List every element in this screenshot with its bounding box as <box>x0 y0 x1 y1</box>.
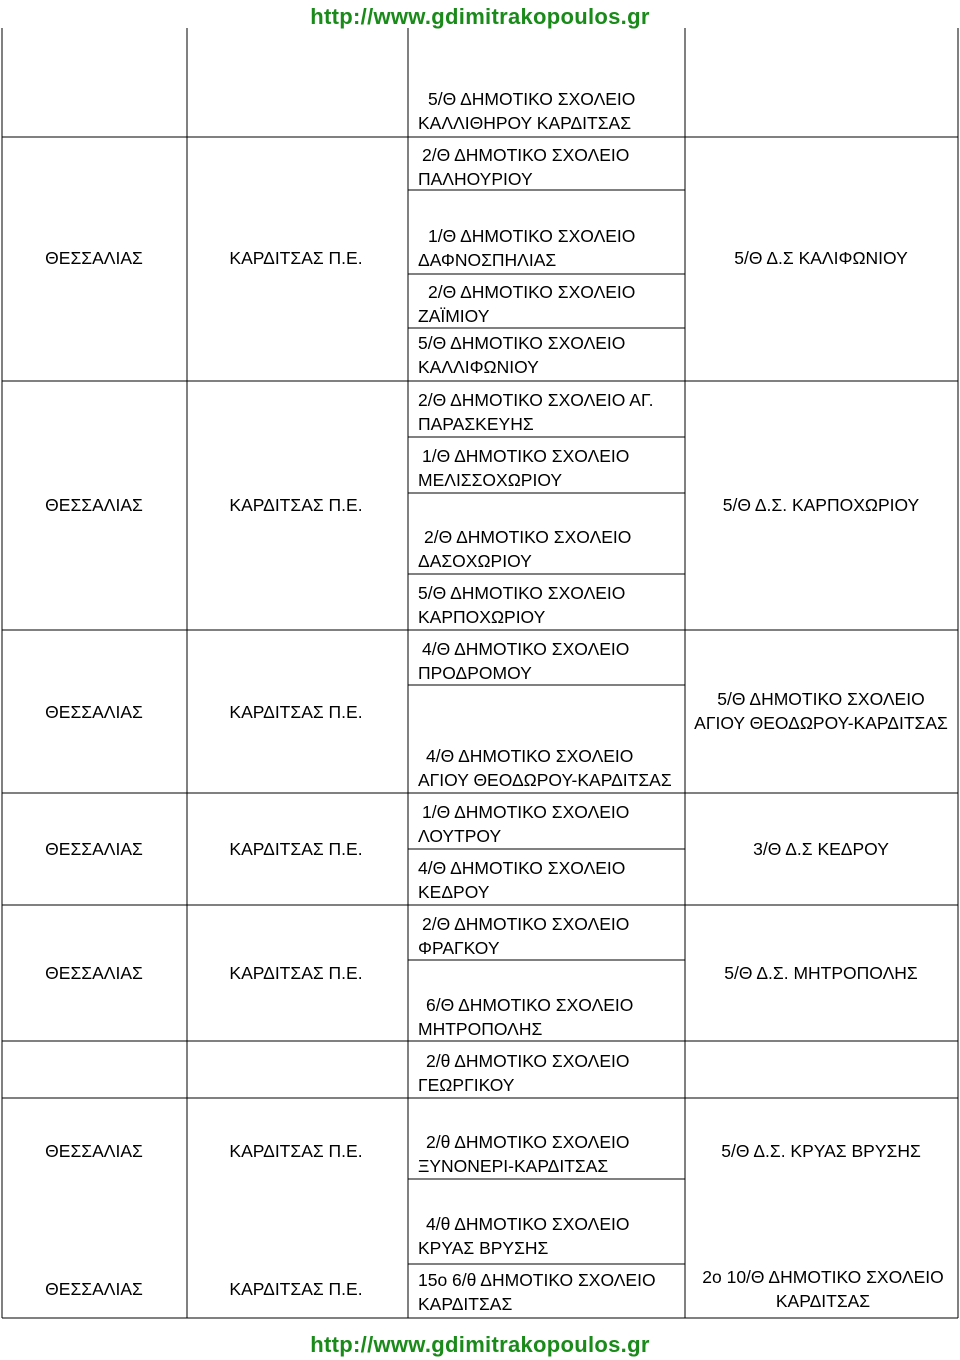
school-location: ΛΟΥΤΡΟΥ <box>418 826 502 846</box>
region-cell: ΘΕΣΣΑΛΙΑΣ <box>45 248 143 268</box>
school-location: ΚΡΥΑΣ ΒΡΥΣΗΣ <box>418 1238 549 1258</box>
school-name: 2/θ ΔΗΜΟΤΙΚΟ ΣΧΟΛΕΙΟ <box>426 1051 630 1071</box>
directorate-cell: ΚΑΡΔΙΤΣΑΣ Π.Ε. <box>229 248 363 268</box>
target-school-name: 2ο 10/Θ ΔΗΜΟΤΙΚΟ ΣΧΟΛΕΙΟ <box>702 1267 944 1287</box>
school-name: 6/Θ ΔΗΜΟΤΙΚΟ ΣΧΟΛΕΙΟ <box>426 995 634 1015</box>
school-name: 4/Θ ΔΗΜΟΤΙΚΟ ΣΧΟΛΕΙΟ <box>426 746 634 766</box>
school-location: ΖΑΪΜΙΟΥ <box>418 306 490 326</box>
directorate-cell: ΚΑΡΔΙΤΣΑΣ Π.Ε. <box>229 1279 363 1299</box>
target-school-location: ΚΑΡΔΙΤΣΑΣ <box>775 1291 871 1311</box>
directorate-cell: ΚΑΡΔΙΤΣΑΣ Π.Ε. <box>229 963 363 983</box>
school-location: ΚΑΛΛΙΦΩΝΙΟΥ <box>418 357 539 377</box>
school-name: 1/Θ ΔΗΜΟΤΙΚΟ ΣΧΟΛΕΙΟ <box>422 446 630 466</box>
region-cell: ΘΕΣΣΑΛΙΑΣ <box>45 963 143 983</box>
school-name: 1/Θ ΔΗΜΟΤΙΚΟ ΣΧΟΛΕΙΟ <box>422 802 630 822</box>
school-name: 15ο 6/θ ΔΗΜΟΤΙΚΟ ΣΧΟΛΕΙΟ <box>418 1270 656 1290</box>
school-name: 2/Θ ΔΗΜΟΤΙΚΟ ΣΧΟΛΕΙΟ ΑΓ. <box>418 390 654 410</box>
target-school-cell: 5/Θ Δ.Σ. ΜΗΤΡΟΠΟΛΗΣ <box>724 963 918 983</box>
region-cell: ΘΕΣΣΑΛΙΑΣ <box>45 702 143 722</box>
school-name: 4/Θ ΔΗΜΟΤΙΚΟ ΣΧΟΛΕΙΟ <box>418 858 626 878</box>
school-name: 5/Θ ΔΗΜΟΤΙΚΟ ΣΧΟΛΕΙΟ <box>428 89 636 109</box>
school-name: 4/Θ ΔΗΜΟΤΙΚΟ ΣΧΟΛΕΙΟ <box>422 639 630 659</box>
school-location: ΚΑΛΛΙΘΗΡΟΥ ΚΑΡΔΙΤΣΑΣ <box>418 113 632 133</box>
target-school-cell: 5/Θ Δ.Σ. ΚΡΥΑΣ ΒΡΥΣΗΣ <box>721 1141 921 1161</box>
school-location: ΜΗΤΡΟΠΟΛΗΣ <box>418 1019 543 1039</box>
school-location: ΠΡΟΔΡΟΜΟΥ <box>418 663 532 683</box>
school-location: ΞΥΝΟΝΕΡΙ-ΚΑΡΔΙΤΣΑΣ <box>418 1156 609 1176</box>
region-cell: ΘΕΣΣΑΛΙΑΣ <box>45 1141 143 1161</box>
school-location: ΔΑΦΝΟΣΠΗΛΙΑΣ <box>418 250 557 270</box>
school-name: 4/θ ΔΗΜΟΤΙΚΟ ΣΧΟΛΕΙΟ <box>426 1214 630 1234</box>
school-name: 2/Θ ΔΗΜΟΤΙΚΟ ΣΧΟΛΕΙΟ <box>424 527 632 547</box>
school-name: 5/Θ ΔΗΜΟΤΙΚΟ ΣΧΟΛΕΙΟ <box>418 333 626 353</box>
target-school-name: 5/Θ ΔΗΜΟΤΙΚΟ ΣΧΟΛΕΙΟ <box>717 689 925 709</box>
school-location: ΑΓΙΟΥ ΘΕΟΔΩΡΟΥ-ΚΑΡΔΙΤΣΑΣ <box>418 770 672 790</box>
school-location: ΚΑΡΠΟΧΩΡΙΟΥ <box>418 607 546 627</box>
school-location: ΠΑΡΑΣΚΕΥΗΣ <box>418 414 534 434</box>
school-location: ΦΡΑΓΚΟΥ <box>418 938 500 958</box>
directorate-cell: ΚΑΡΔΙΤΣΑΣ Π.Ε. <box>229 702 363 722</box>
target-school-cell: 5/Θ Δ.Σ ΚΑΛΙΦΩΝΙΟΥ <box>734 248 908 268</box>
school-location: ΚΑΡΔΙΤΣΑΣ <box>418 1294 513 1314</box>
school-name: 2/θ ΔΗΜΟΤΙΚΟ ΣΧΟΛΕΙΟ <box>426 1132 630 1152</box>
school-location: ΚΕΔΡΟΥ <box>418 882 490 902</box>
region-cell: ΘΕΣΣΑΛΙΑΣ <box>45 495 143 515</box>
footer-url[interactable]: http://www.gdimitrakopoulos.gr <box>310 1332 650 1357</box>
target-school-cell: 5/Θ Δ.Σ. ΚΑΡΠΟΧΩΡΙΟΥ <box>722 495 920 515</box>
region-cell: ΘΕΣΣΑΛΙΑΣ <box>45 839 143 859</box>
target-school-cell: 3/Θ Δ.Σ ΚΕΔΡΟΥ <box>753 839 889 859</box>
school-location: ΜΕΛΙΣΣΟΧΩΡΙΟΥ <box>418 470 563 490</box>
directorate-cell: ΚΑΡΔΙΤΣΑΣ Π.Ε. <box>229 1141 363 1161</box>
target-school-location: ΑΓΙΟΥ ΘΕΟΔΩΡΟΥ-ΚΑΡΔΙΤΣΑΣ <box>694 713 948 733</box>
school-name: 2/Θ ΔΗΜΟΤΙΚΟ ΣΧΟΛΕΙΟ <box>428 282 636 302</box>
school-name: 5/Θ ΔΗΜΟΤΙΚΟ ΣΧΟΛΕΙΟ <box>418 583 626 603</box>
directorate-cell: ΚΑΡΔΙΤΣΑΣ Π.Ε. <box>229 839 363 859</box>
header-url[interactable]: http://www.gdimitrakopoulos.gr <box>310 4 650 29</box>
region-cell: ΘΕΣΣΑΛΙΑΣ <box>45 1279 143 1299</box>
school-name: 2/Θ ΔΗΜΟΤΙΚΟ ΣΧΟΛΕΙΟ <box>422 914 630 934</box>
school-location: ΓΕΩΡΓΙΚΟΥ <box>418 1075 515 1095</box>
school-location: ΔΑΣΟΧΩΡΙΟΥ <box>418 551 532 571</box>
directorate-cell: ΚΑΡΔΙΤΣΑΣ Π.Ε. <box>229 495 363 515</box>
school-location: ΠΑΛΗΟΥΡΙΟΥ <box>418 169 533 189</box>
school-name: 2/Θ ΔΗΜΟΤΙΚΟ ΣΧΟΛΕΙΟ <box>422 145 630 165</box>
school-name: 1/Θ ΔΗΜΟΤΙΚΟ ΣΧΟΛΕΙΟ <box>428 226 636 246</box>
